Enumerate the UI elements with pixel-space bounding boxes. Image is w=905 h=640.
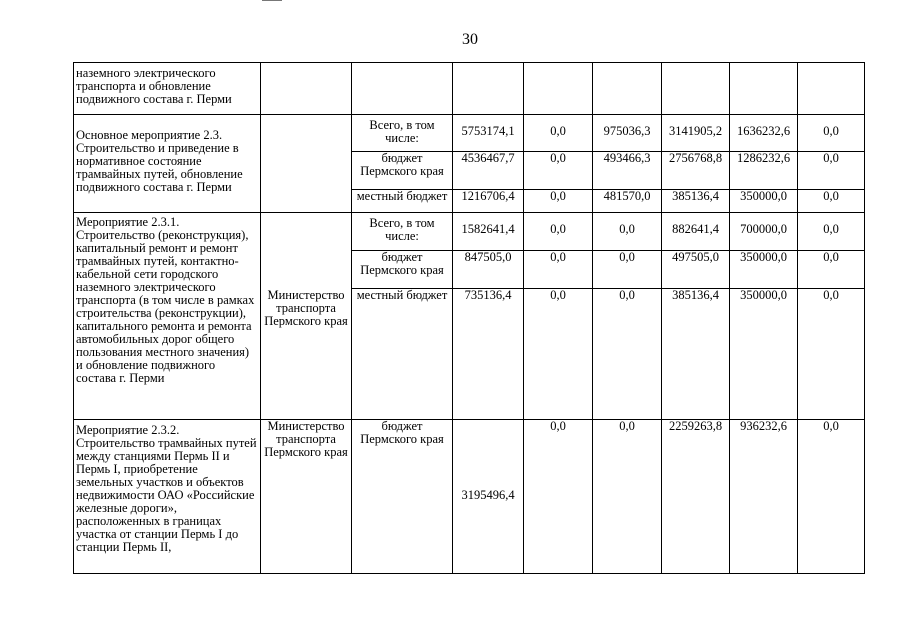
value-cell: 0,0	[798, 213, 865, 251]
budget-table	[73, 62, 865, 574]
value-cell: 0,0	[524, 152, 593, 190]
value-cell: 497505,0	[662, 251, 730, 289]
value-cell	[453, 63, 524, 115]
value-cell: 0,0	[524, 251, 593, 289]
value-cell: 0,0	[798, 115, 865, 152]
value-cell: 936232,6	[730, 420, 798, 574]
page-number: 30	[462, 31, 478, 48]
value-cell: 0,0	[798, 190, 865, 213]
activity-name-cell: Основное мероприятие 2.3. Строительство и приведение в нормативное состояние трамвайных путей, обновление подвижного состава г. Перми	[74, 115, 261, 213]
value-cell: 0,0	[593, 420, 662, 574]
value-cell: 350000,0	[730, 289, 798, 420]
value-cell: 0,0	[524, 420, 593, 574]
activity-name-cell: наземного электрического транспорта и обновление подвижного состава г. Перми	[74, 63, 261, 115]
value-cell: 0,0	[593, 289, 662, 420]
value-cell: 2259263,8	[662, 420, 730, 574]
value-cell: 1636232,6	[730, 115, 798, 152]
value-cell: 975036,3	[593, 115, 662, 152]
funding-source-cell: Всего, в том числе:	[352, 213, 453, 251]
funding-source-cell: бюджет Пермского края	[352, 420, 453, 574]
funding-source-cell: местный бюджет	[352, 289, 453, 420]
value-cell: 350000,0	[730, 251, 798, 289]
value-cell: 0,0	[798, 289, 865, 420]
value-cell	[662, 63, 730, 115]
funding-source-cell	[352, 63, 453, 115]
value-cell	[524, 63, 593, 115]
funding-source-cell: бюджет Пермского края	[352, 251, 453, 289]
value-cell: 847505,0	[453, 251, 524, 289]
value-cell: 700000,0	[730, 213, 798, 251]
value-cell: 0,0	[524, 289, 593, 420]
activity-name-cell: Мероприятие 2.3.2. Строительство трамвайных путей между станциями Пермь II и Пермь I, приобретение земельных участков и объектов недвижимости ОАО «Российские железные дороги», расположенных в границах участка от станции Пермь I до станции Пермь II,	[74, 420, 261, 574]
executor-cell: Министерство транспорта Пермского края	[261, 420, 352, 574]
table-row	[74, 63, 865, 115]
funding-source-cell: бюджет Пермского края	[352, 152, 453, 190]
executor-cell	[261, 63, 352, 115]
funding-source-cell: местный бюджет	[352, 190, 453, 213]
value-cell: 0,0	[524, 190, 593, 213]
value-cell: 0,0	[593, 251, 662, 289]
value-cell: 4536467,7	[453, 152, 524, 190]
value-cell: 0,0	[524, 115, 593, 152]
activity-name-cell: Мероприятие 2.3.1. Строительство (реконструкция), капитальный ремонт и ремонт трамвайных путей, контактно-кабельной сети городского наземного электрического транспорта (в том числе в рамках строительства (реконструкции), капитального ремонта и ремонта автомобильных дорог общего пользования местного значения) и обновление подвижного состава г. Перми	[74, 213, 261, 420]
value-cell: 0,0	[798, 420, 865, 574]
table-row	[74, 420, 865, 574]
value-cell: 3141905,2	[662, 115, 730, 152]
executor-cell: Министерство транспорта Пермского края	[261, 213, 352, 420]
value-cell: 0,0	[798, 251, 865, 289]
value-cell: 735136,4	[453, 289, 524, 420]
value-cell: 1286232,6	[730, 152, 798, 190]
value-cell: 3195496,4	[453, 420, 524, 574]
value-cell: 0,0	[798, 152, 865, 190]
value-cell: 0,0	[524, 213, 593, 251]
value-cell: 385136,4	[662, 289, 730, 420]
value-cell: 385136,4	[662, 190, 730, 213]
scan-edge-mark	[262, 0, 282, 1]
value-cell: 5753174,1	[453, 115, 524, 152]
value-cell	[730, 63, 798, 115]
table-row	[74, 115, 865, 152]
value-cell: 882641,4	[662, 213, 730, 251]
value-cell: 350000,0	[730, 190, 798, 213]
value-cell: 481570,0	[593, 190, 662, 213]
value-cell: 1216706,4	[453, 190, 524, 213]
value-cell: 2756768,8	[662, 152, 730, 190]
funding-source-cell: Всего, в том числе:	[352, 115, 453, 152]
value-cell: 0,0	[593, 213, 662, 251]
value-cell	[798, 63, 865, 115]
value-cell	[593, 63, 662, 115]
value-cell: 1582641,4	[453, 213, 524, 251]
executor-cell	[261, 115, 352, 213]
value-cell: 493466,3	[593, 152, 662, 190]
table-row	[74, 213, 865, 251]
